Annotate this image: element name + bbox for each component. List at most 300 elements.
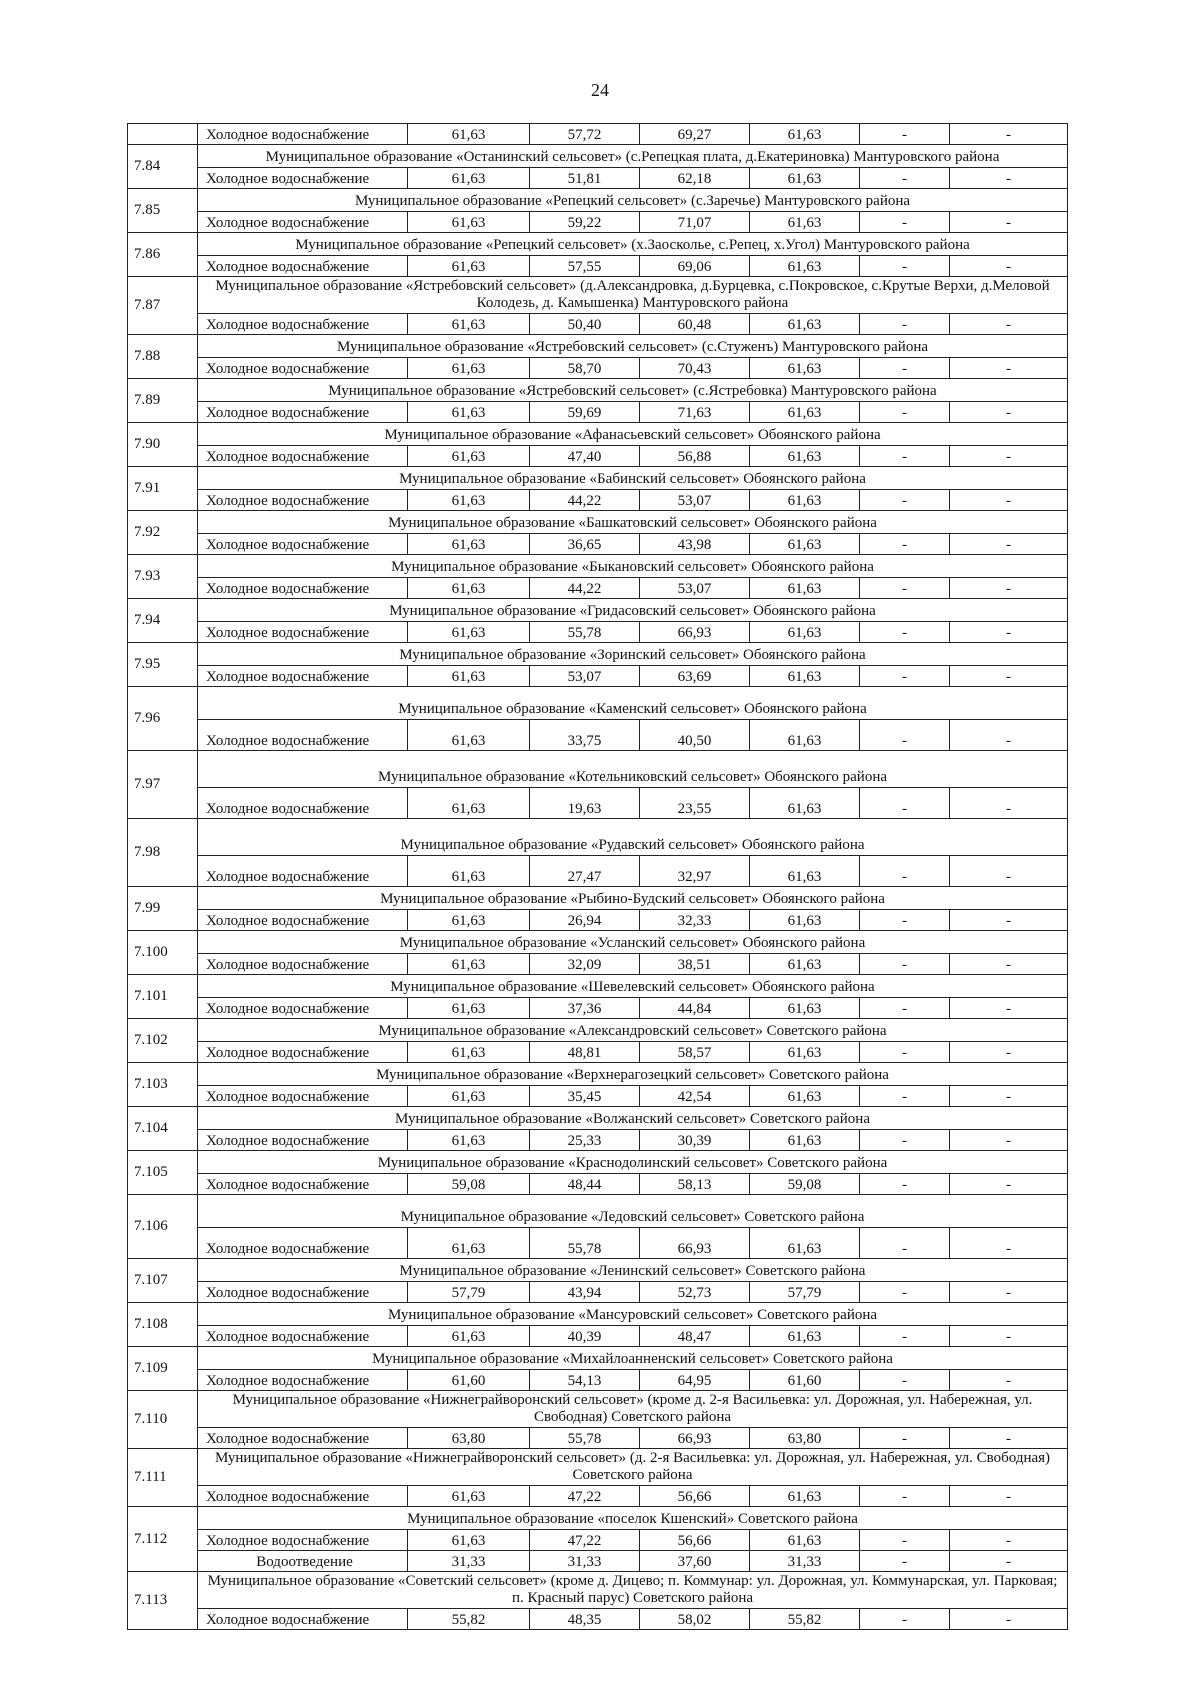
value-cell: 40,50 — [640, 720, 750, 751]
value-cell: - — [950, 954, 1068, 975]
tariff-table — [127, 123, 1068, 1630]
section-number: 7.95 — [128, 643, 198, 687]
service-cell: Холодное водоснабжение — [198, 446, 408, 467]
section-number: 7.107 — [128, 1259, 198, 1303]
value-cell: - — [860, 256, 950, 277]
value-cell: 57,79 — [750, 1282, 860, 1303]
value-cell: 61,63 — [408, 788, 530, 819]
section-title-row — [128, 599, 1068, 622]
value-cell: 61,63 — [408, 578, 530, 599]
table-row — [128, 212, 1068, 233]
value-cell: - — [860, 788, 950, 819]
section-title-row — [128, 887, 1068, 910]
value-cell: 61,63 — [750, 446, 860, 467]
value-cell: 55,82 — [750, 1609, 860, 1630]
section-title: Муниципальное образование «Нижнеграйворонский сельсовет» (д. 2-я Васильевка: ул. Дорожная, ул. Набережная, ул. Свободная) Советского района — [198, 1449, 1068, 1486]
section-title: Муниципальное образование «Котельниковский сельсовет» Обоянского района — [198, 751, 1068, 788]
value-cell: - — [860, 490, 950, 511]
tariff-table-body — [128, 124, 1068, 1630]
value-cell: - — [950, 1282, 1068, 1303]
table-row — [128, 402, 1068, 423]
table-row — [128, 666, 1068, 687]
value-cell: - — [860, 1370, 950, 1391]
service-cell: Холодное водоснабжение — [198, 1609, 408, 1630]
value-cell: - — [950, 402, 1068, 423]
value-cell: 63,80 — [408, 1428, 530, 1449]
section-title: Муниципальное образование «Ястребовский сельсовет» (д.Александровка, д.Бурцевка, с.Покровское, с.Крутые Верхи, д.Меловой Колодезь, д. Камышенка) Мантуровского района — [198, 277, 1068, 314]
value-cell: 71,07 — [640, 212, 750, 233]
value-cell: 61,63 — [408, 1042, 530, 1063]
value-cell: - — [950, 1370, 1068, 1391]
value-cell: 63,69 — [640, 666, 750, 687]
value-cell: - — [860, 856, 950, 887]
value-cell: 58,13 — [640, 1174, 750, 1195]
value-cell: 31,33 — [408, 1551, 530, 1572]
table-row — [128, 1551, 1068, 1572]
value-cell: - — [950, 910, 1068, 931]
table-row — [128, 534, 1068, 555]
service-cell: Холодное водоснабжение — [198, 1174, 408, 1195]
value-cell: - — [950, 490, 1068, 511]
value-cell: 61,63 — [750, 1130, 860, 1151]
table-row — [128, 358, 1068, 379]
value-cell: - — [950, 1228, 1068, 1259]
value-cell: - — [950, 534, 1068, 555]
section-title: Муниципальное образование «Ястребовский сельсовет» (с.Ястребовка) Мантуровского района — [198, 379, 1068, 402]
section-title-row — [128, 751, 1068, 788]
section-title-row — [128, 555, 1068, 578]
section-title-row — [128, 1449, 1068, 1486]
value-cell: 61,63 — [750, 534, 860, 555]
value-cell: 56,66 — [640, 1530, 750, 1551]
value-cell: 58,57 — [640, 1042, 750, 1063]
value-cell: - — [950, 1530, 1068, 1551]
table-row — [128, 1086, 1068, 1107]
section-title: Муниципальное образование «Шевелевский сельсовет» Обоянского района — [198, 975, 1068, 998]
table-row — [128, 1486, 1068, 1507]
value-cell: 61,63 — [408, 124, 530, 145]
section-title-row — [128, 277, 1068, 314]
section-number: 7.90 — [128, 423, 198, 467]
value-cell: - — [950, 314, 1068, 335]
section-number: 7.100 — [128, 931, 198, 975]
value-cell: 53,07 — [530, 666, 640, 687]
value-cell: 66,93 — [640, 1228, 750, 1259]
service-cell: Холодное водоснабжение — [198, 256, 408, 277]
section-title: Муниципальное образование «Гридасовский сельсовет» Обоянского района — [198, 599, 1068, 622]
value-cell: 61,63 — [750, 1530, 860, 1551]
value-cell: 61,63 — [408, 314, 530, 335]
section-title: Муниципальное образование «Советский сельсовет» (кроме д. Дицево; п. Коммунар: ул. Дорожная, ул. Коммунарская, ул. Парковая; п. Красный парус) Советского района — [198, 1572, 1068, 1609]
value-cell: 55,78 — [530, 622, 640, 643]
section-number: 7.111 — [128, 1449, 198, 1507]
value-cell: 61,63 — [408, 856, 530, 887]
section-number: 7.98 — [128, 819, 198, 887]
service-cell: Холодное водоснабжение — [198, 622, 408, 643]
section-title-row — [128, 1572, 1068, 1609]
value-cell: 61,63 — [408, 1326, 530, 1347]
section-number: 7.109 — [128, 1347, 198, 1391]
value-cell: - — [950, 212, 1068, 233]
value-cell: - — [950, 1130, 1068, 1151]
value-cell: 61,63 — [750, 256, 860, 277]
value-cell: - — [860, 124, 950, 145]
table-row — [128, 314, 1068, 335]
section-number: 7.96 — [128, 687, 198, 751]
service-cell: Холодное водоснабжение — [198, 788, 408, 819]
section-title: Муниципальное образование «Усланский сельсовет» Обоянского района — [198, 931, 1068, 954]
value-cell: - — [860, 622, 950, 643]
value-cell: - — [860, 1326, 950, 1347]
value-cell: - — [860, 1130, 950, 1151]
value-cell: - — [950, 256, 1068, 277]
section-title: Муниципальное образование «Ястребовский сельсовет» (с.Стуженъ) Мантуровского района — [198, 335, 1068, 358]
value-cell: 66,93 — [640, 1428, 750, 1449]
section-title-row — [128, 975, 1068, 998]
value-cell: - — [950, 1042, 1068, 1063]
section-number-cell — [128, 124, 198, 145]
value-cell: - — [860, 1428, 950, 1449]
value-cell: 53,07 — [640, 578, 750, 599]
section-number: 7.112 — [128, 1507, 198, 1572]
section-title-row — [128, 145, 1068, 168]
value-cell: 32,97 — [640, 856, 750, 887]
value-cell: 61,63 — [750, 954, 860, 975]
value-cell: 61,63 — [408, 910, 530, 931]
section-title: Муниципальное образование «Ленинский сельсовет» Советского района — [198, 1259, 1068, 1282]
value-cell: - — [860, 954, 950, 975]
value-cell: - — [950, 1086, 1068, 1107]
value-cell: 69,27 — [640, 124, 750, 145]
value-cell: - — [860, 578, 950, 599]
value-cell: 43,94 — [530, 1282, 640, 1303]
service-cell: Холодное водоснабжение — [198, 1326, 408, 1347]
service-cell: Холодное водоснабжение — [198, 1486, 408, 1507]
value-cell: 61,63 — [408, 998, 530, 1019]
value-cell: 44,22 — [530, 490, 640, 511]
value-cell: - — [860, 314, 950, 335]
section-number: 7.108 — [128, 1303, 198, 1347]
value-cell: 31,33 — [750, 1551, 860, 1572]
value-cell: 58,02 — [640, 1609, 750, 1630]
section-title: Муниципальное образование «Быкановский сельсовет» Обоянского района — [198, 555, 1068, 578]
table-row — [128, 1174, 1068, 1195]
section-title: Муниципальное образование «Рудавский сельсовет» Обоянского района — [198, 819, 1068, 856]
section-title-row — [128, 1507, 1068, 1530]
value-cell: 61,63 — [408, 720, 530, 751]
value-cell: - — [860, 1228, 950, 1259]
section-number: 7.106 — [128, 1195, 198, 1259]
value-cell: 61,63 — [408, 358, 530, 379]
section-number: 7.110 — [128, 1391, 198, 1449]
table-row — [128, 856, 1068, 887]
service-cell: Холодное водоснабжение — [198, 314, 408, 335]
value-cell: 32,09 — [530, 954, 640, 975]
section-number: 7.99 — [128, 887, 198, 931]
section-title-row — [128, 1195, 1068, 1228]
value-cell: - — [860, 666, 950, 687]
value-cell: 61,63 — [750, 622, 860, 643]
table-row — [128, 954, 1068, 975]
section-number: 7.103 — [128, 1063, 198, 1107]
section-title: Муниципальное образование «Мансуровский сельсовет» Советского района — [198, 1303, 1068, 1326]
table-row — [128, 1530, 1068, 1551]
section-title-row — [128, 379, 1068, 402]
value-cell: - — [860, 358, 950, 379]
value-cell: 48,35 — [530, 1609, 640, 1630]
value-cell: 61,63 — [408, 1228, 530, 1259]
value-cell: 61,63 — [750, 720, 860, 751]
value-cell: - — [860, 1551, 950, 1572]
table-row — [128, 1130, 1068, 1151]
value-cell: 54,13 — [530, 1370, 640, 1391]
value-cell: 61,63 — [408, 168, 530, 189]
section-number: 7.105 — [128, 1151, 198, 1195]
table-row — [128, 446, 1068, 467]
service-cell: Холодное водоснабжение — [198, 1428, 408, 1449]
value-cell: 62,18 — [640, 168, 750, 189]
service-cell: Холодное водоснабжение — [198, 358, 408, 379]
section-title: Муниципальное образование «Останинский сельсовет» (с.Репецкая плата, д.Екатериновка) Мантуровского района — [198, 145, 1068, 168]
service-cell: Холодное водоснабжение — [198, 402, 408, 423]
value-cell: 61,63 — [750, 578, 860, 599]
value-cell: - — [860, 168, 950, 189]
section-number: 7.86 — [128, 233, 198, 277]
value-cell: 59,69 — [530, 402, 640, 423]
section-number: 7.102 — [128, 1019, 198, 1063]
value-cell: 61,63 — [408, 666, 530, 687]
service-cell: Холодное водоснабжение — [198, 1130, 408, 1151]
section-number: 7.85 — [128, 189, 198, 233]
value-cell: 61,63 — [750, 1228, 860, 1259]
value-cell: - — [950, 720, 1068, 751]
value-cell: - — [950, 1486, 1068, 1507]
value-cell: 61,63 — [750, 788, 860, 819]
section-title-row — [128, 467, 1068, 490]
value-cell: - — [950, 856, 1068, 887]
table-row — [128, 622, 1068, 643]
table-row — [128, 720, 1068, 751]
value-cell: 26,94 — [530, 910, 640, 931]
value-cell: 53,07 — [640, 490, 750, 511]
section-number: 7.88 — [128, 335, 198, 379]
value-cell: 61,60 — [408, 1370, 530, 1391]
service-cell: Холодное водоснабжение — [198, 534, 408, 555]
value-cell: 61,63 — [750, 314, 860, 335]
value-cell: 61,60 — [750, 1370, 860, 1391]
table-row — [128, 1042, 1068, 1063]
value-cell: 61,63 — [750, 402, 860, 423]
value-cell: 61,63 — [750, 212, 860, 233]
value-cell: 40,39 — [530, 1326, 640, 1347]
value-cell: 51,81 — [530, 168, 640, 189]
value-cell: 59,08 — [750, 1174, 860, 1195]
value-cell: 57,79 — [408, 1282, 530, 1303]
section-title: Муниципальное образование «Зоринский сельсовет» Обоянского района — [198, 643, 1068, 666]
value-cell: - — [950, 1609, 1068, 1630]
table-row — [128, 1609, 1068, 1630]
section-number: 7.93 — [128, 555, 198, 599]
value-cell: - — [950, 358, 1068, 379]
value-cell: 50,40 — [530, 314, 640, 335]
value-cell: - — [950, 1551, 1068, 1572]
value-cell: 59,08 — [408, 1174, 530, 1195]
service-cell: Холодное водоснабжение — [198, 1530, 408, 1551]
value-cell: - — [860, 1086, 950, 1107]
service-cell: Холодное водоснабжение — [198, 666, 408, 687]
value-cell: 37,36 — [530, 998, 640, 1019]
section-title: Муниципальное образование «Башкатовский сельсовет» Обоянского района — [198, 511, 1068, 534]
value-cell: 61,63 — [750, 856, 860, 887]
section-number: 7.94 — [128, 599, 198, 643]
value-cell: 61,63 — [750, 1326, 860, 1347]
section-number: 7.113 — [128, 1572, 198, 1630]
value-cell: - — [860, 402, 950, 423]
page-number: 24 — [591, 80, 609, 100]
section-title-row — [128, 1063, 1068, 1086]
value-cell: 61,63 — [750, 124, 860, 145]
value-cell: 69,06 — [640, 256, 750, 277]
service-cell: Холодное водоснабжение — [198, 578, 408, 599]
value-cell: 38,51 — [640, 954, 750, 975]
value-cell: 42,54 — [640, 1086, 750, 1107]
value-cell: 52,73 — [640, 1282, 750, 1303]
value-cell: 37,60 — [640, 1551, 750, 1572]
section-number: 7.104 — [128, 1107, 198, 1151]
value-cell: 61,63 — [750, 666, 860, 687]
section-title: Муниципальное образование «Нижнеграйворонский сельсовет» (кроме д. 2-я Васильевка: ул. Дорожная, ул. Набережная, ул. Свободная) Советского района — [198, 1391, 1068, 1428]
value-cell: 33,75 — [530, 720, 640, 751]
table-row — [128, 788, 1068, 819]
value-cell: 61,63 — [408, 1130, 530, 1151]
section-title-row — [128, 1019, 1068, 1042]
value-cell: 30,39 — [640, 1130, 750, 1151]
value-cell: 61,63 — [408, 446, 530, 467]
value-cell: 44,84 — [640, 998, 750, 1019]
value-cell: 61,63 — [750, 168, 860, 189]
value-cell: 32,33 — [640, 910, 750, 931]
value-cell: 57,55 — [530, 256, 640, 277]
value-cell: 66,93 — [640, 622, 750, 643]
value-cell: - — [950, 1326, 1068, 1347]
section-title: Муниципальное образование «Каменский сельсовет» Обоянского района — [198, 687, 1068, 720]
service-cell: Холодное водоснабжение — [198, 168, 408, 189]
section-number: 7.91 — [128, 467, 198, 511]
value-cell: 31,33 — [530, 1551, 640, 1572]
table-row — [128, 1326, 1068, 1347]
value-cell: 64,95 — [640, 1370, 750, 1391]
value-cell: 57,72 — [530, 124, 640, 145]
value-cell: - — [950, 1174, 1068, 1195]
table-row — [128, 578, 1068, 599]
value-cell: 61,63 — [408, 622, 530, 643]
value-cell: 61,63 — [750, 1042, 860, 1063]
value-cell: 63,80 — [750, 1428, 860, 1449]
section-title-row — [128, 1107, 1068, 1130]
section-title-row — [128, 931, 1068, 954]
section-title: Муниципальное образование «Александровский сельсовет» Советского района — [198, 1019, 1068, 1042]
section-number: 7.89 — [128, 379, 198, 423]
value-cell: - — [950, 666, 1068, 687]
table-row — [128, 168, 1068, 189]
value-cell: 61,63 — [750, 1086, 860, 1107]
section-number: 7.101 — [128, 975, 198, 1019]
value-cell: - — [860, 1609, 950, 1630]
table-row — [128, 124, 1068, 145]
section-title-row — [128, 511, 1068, 534]
value-cell: 55,82 — [408, 1609, 530, 1630]
section-number: 7.87 — [128, 277, 198, 335]
value-cell: - — [860, 1174, 950, 1195]
section-title-row — [128, 335, 1068, 358]
service-cell: Холодное водоснабжение — [198, 910, 408, 931]
value-cell: 61,63 — [750, 358, 860, 379]
value-cell: 47,22 — [530, 1530, 640, 1551]
service-cell: Холодное водоснабжение — [198, 1370, 408, 1391]
value-cell: 58,70 — [530, 358, 640, 379]
section-number: 7.84 — [128, 145, 198, 189]
value-cell: 61,63 — [408, 256, 530, 277]
section-title: Муниципальное образование «Верхнерагозецкий сельсовет» Советского района — [198, 1063, 1068, 1086]
table-row — [128, 910, 1068, 931]
value-cell: 61,63 — [750, 910, 860, 931]
value-cell: 61,63 — [408, 1486, 530, 1507]
value-cell: 61,63 — [408, 212, 530, 233]
section-title-row — [128, 1391, 1068, 1428]
value-cell: 36,65 — [530, 534, 640, 555]
value-cell: 61,63 — [408, 954, 530, 975]
value-cell: 47,40 — [530, 446, 640, 467]
table-row — [128, 1282, 1068, 1303]
value-cell: - — [950, 998, 1068, 1019]
section-title-row — [128, 643, 1068, 666]
table-row — [128, 256, 1068, 277]
section-title-row — [128, 687, 1068, 720]
section-title-row — [128, 423, 1068, 446]
value-cell: 55,78 — [530, 1428, 640, 1449]
service-cell: Холодное водоснабжение — [198, 1282, 408, 1303]
service-cell: Холодное водоснабжение — [198, 1228, 408, 1259]
section-title: Муниципальное образование «Волжанский сельсовет» Советского района — [198, 1107, 1068, 1130]
value-cell: 48,47 — [640, 1326, 750, 1347]
value-cell: 48,44 — [530, 1174, 640, 1195]
value-cell: - — [860, 1530, 950, 1551]
value-cell: 61,63 — [750, 998, 860, 1019]
value-cell: 61,63 — [408, 490, 530, 511]
value-cell: 43,98 — [640, 534, 750, 555]
service-cell: Холодное водоснабжение — [198, 720, 408, 751]
section-title: Муниципальное образование «Краснодолинский сельсовет» Советского района — [198, 1151, 1068, 1174]
value-cell: - — [860, 998, 950, 1019]
section-title-row — [128, 1151, 1068, 1174]
value-cell: 56,66 — [640, 1486, 750, 1507]
value-cell: - — [860, 534, 950, 555]
service-cell: Холодное водоснабжение — [198, 124, 408, 145]
table-row — [128, 998, 1068, 1019]
value-cell: - — [860, 1282, 950, 1303]
value-cell: - — [860, 1486, 950, 1507]
value-cell: 61,63 — [750, 1486, 860, 1507]
table-row — [128, 1370, 1068, 1391]
table-row — [128, 490, 1068, 511]
section-title: Муниципальное образование «Бабинский сельсовет» Обоянского района — [198, 467, 1068, 490]
section-number: 7.97 — [128, 751, 198, 819]
section-title: Муниципальное образование «Рыбино-Будский сельсовет» Обоянского района — [198, 887, 1068, 910]
service-cell: Холодное водоснабжение — [198, 954, 408, 975]
value-cell: - — [950, 578, 1068, 599]
value-cell: 61,63 — [408, 1086, 530, 1107]
value-cell: - — [950, 446, 1068, 467]
